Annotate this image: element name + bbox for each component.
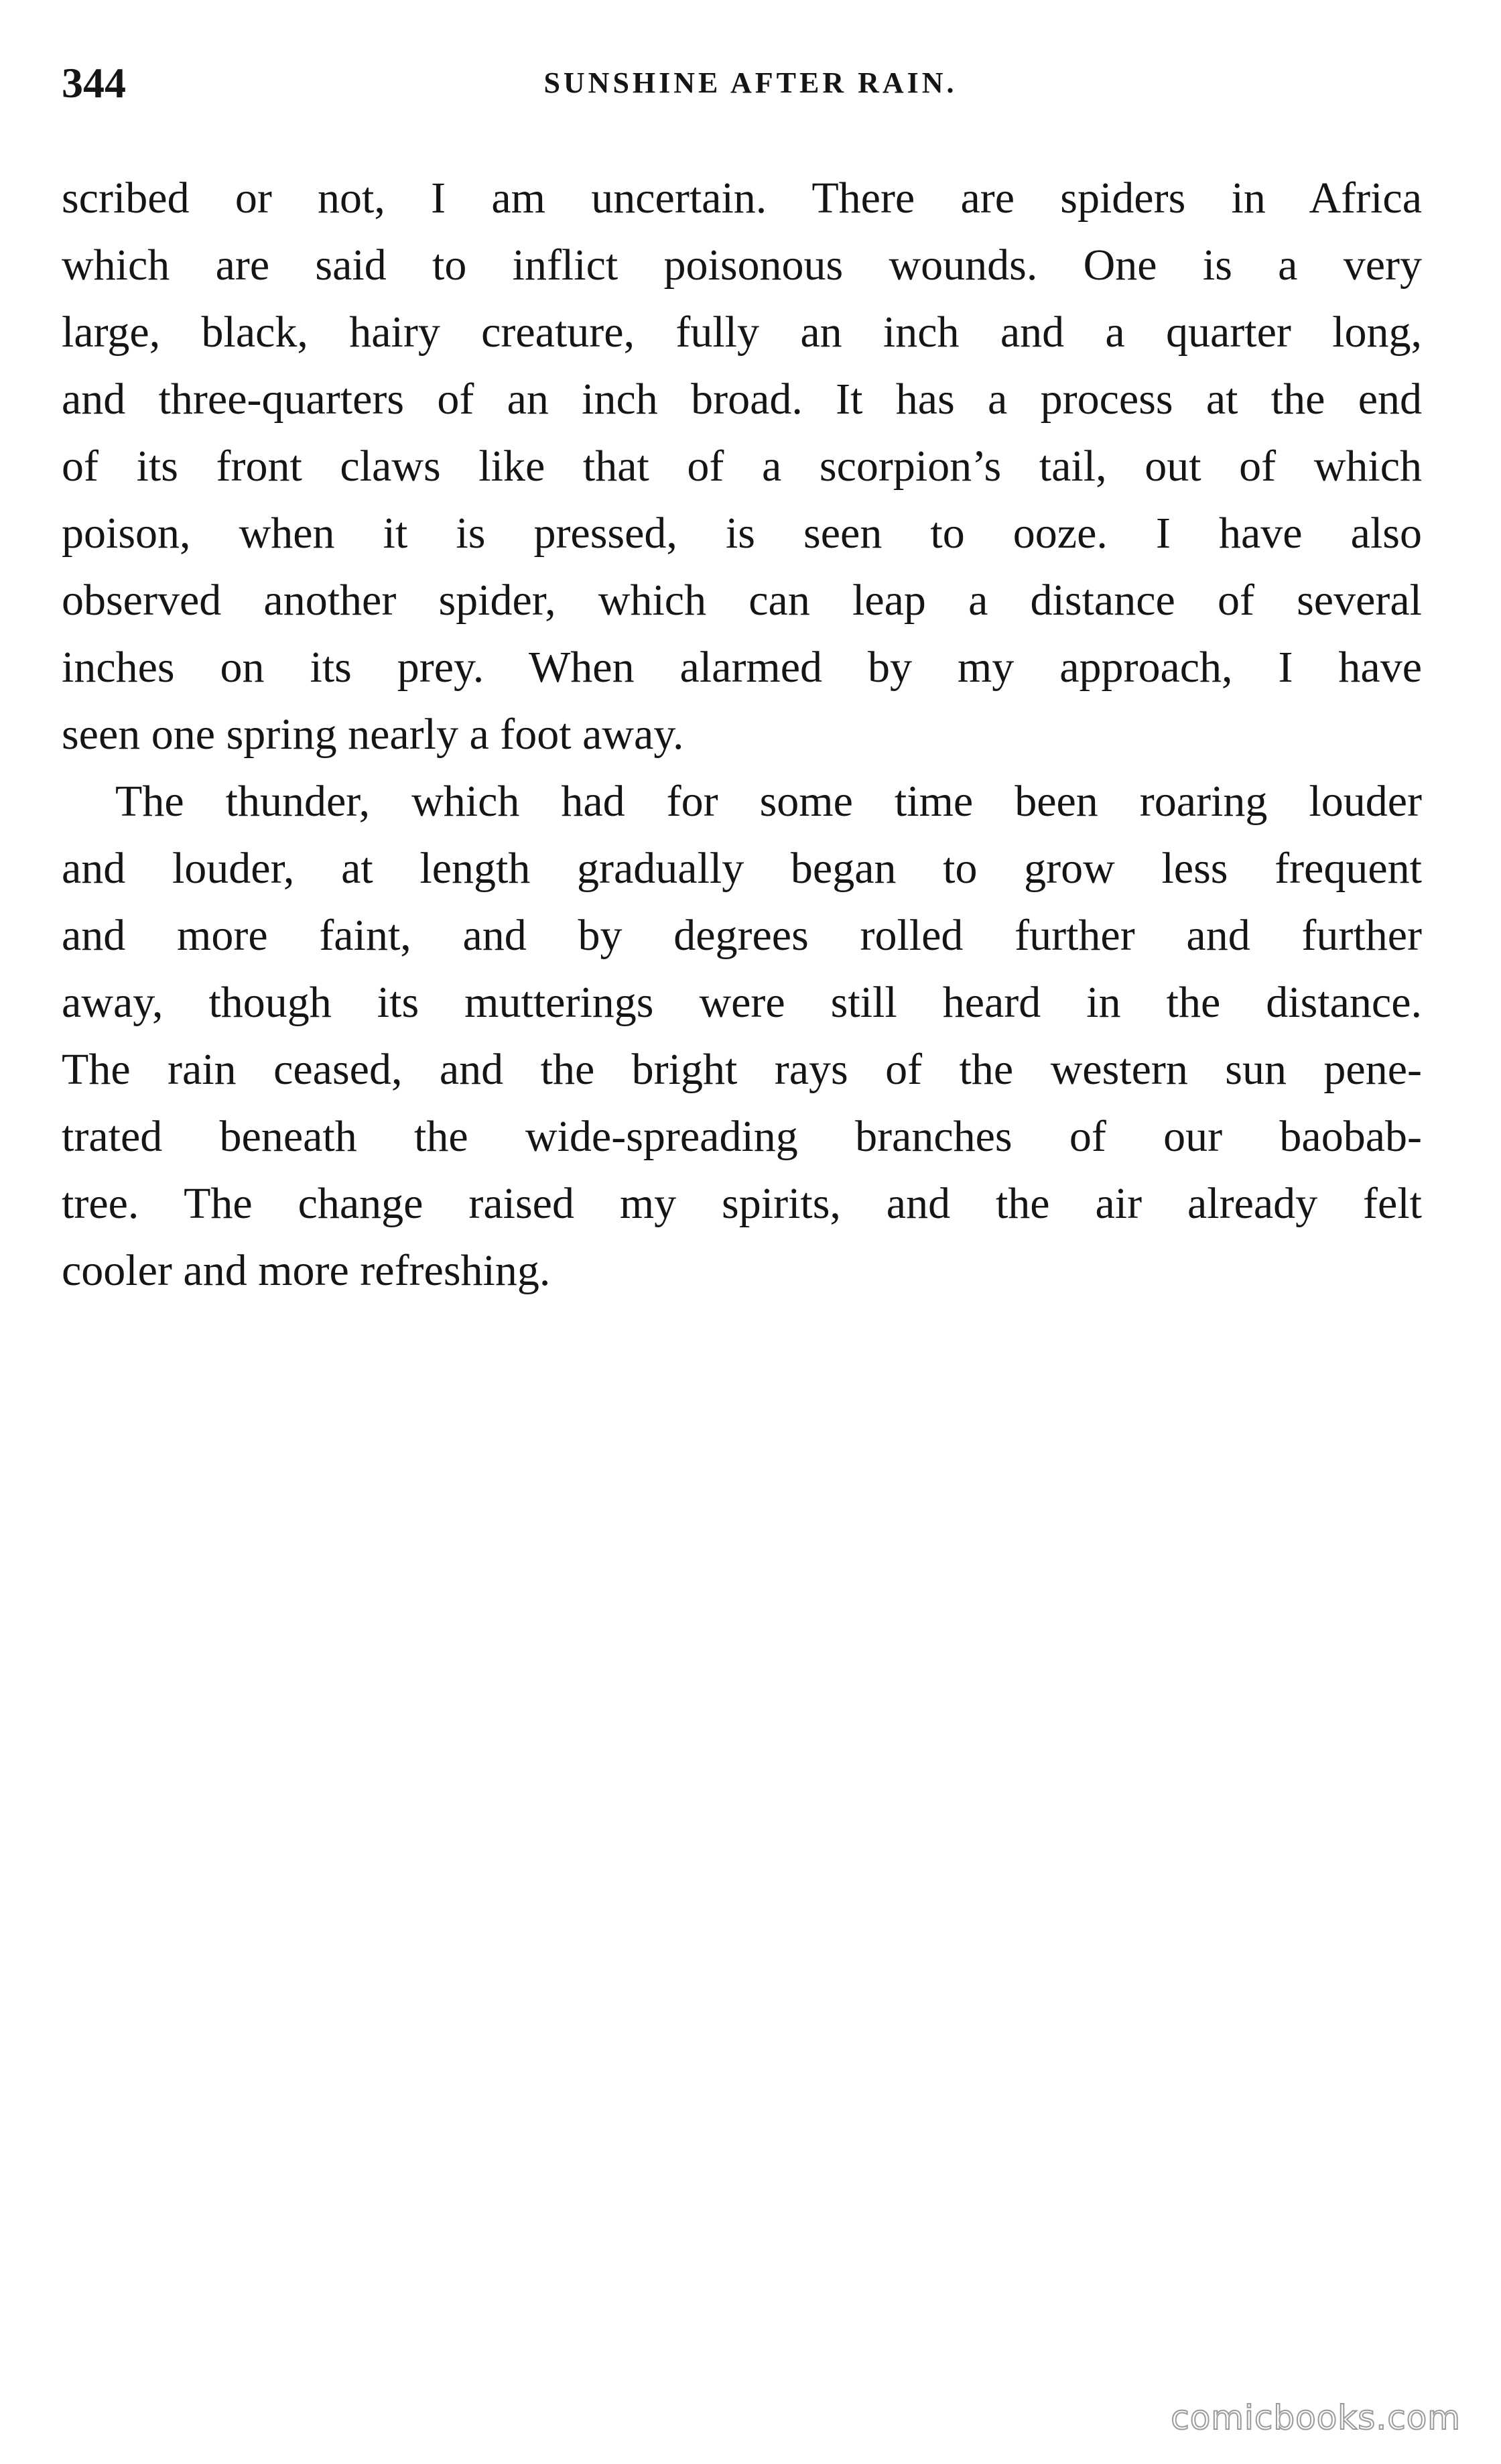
- text-line: and more faint, and by degrees rolled further and further: [62, 911, 1422, 960]
- body-text: [62, 165, 1422, 1304]
- text-line: of its front claws like that of a scorpion’s tail, out of which: [62, 442, 1422, 491]
- paragraph-1: [62, 165, 1422, 768]
- running-head: SUNSHINE AFTER RAIN.: [543, 66, 958, 99]
- text-line: seen one spring nearly a foot away.: [62, 710, 684, 759]
- text-line: away, though its mutterings were still heard in the distance.: [62, 978, 1422, 1027]
- watermark: comicbooks.com: [1171, 2398, 1461, 2437]
- text-line: tree. The change raised my spirits, and the air already felt: [62, 1179, 1422, 1228]
- text-line: and louder, at length gradually began to grow less frequent: [62, 844, 1422, 893]
- text-line: large, black, hairy creature, fully an inch and a quarter long,: [62, 308, 1422, 357]
- text-line: which are said to inflict poisonous wounds. One is a very: [62, 241, 1422, 290]
- text-line: and three-quarters of an inch broad. It has a process at the end: [62, 375, 1422, 424]
- paragraph-2: [62, 768, 1422, 1304]
- text-line: trated beneath the wide-spreading branches of our baobab-: [62, 1112, 1422, 1161]
- page-number: 344: [62, 59, 126, 107]
- text-line: poison, when it is pressed, is seen to ooze. I have also: [62, 509, 1422, 558]
- page-header: [0, 56, 1501, 110]
- text-line: The thunder, which had for some time been roaring louder: [115, 777, 1422, 826]
- text-line: observed another spider, which can leap a distance of several: [62, 576, 1422, 625]
- text-line: scribed or not, I am uncertain. There are spiders in Africa: [62, 174, 1422, 223]
- text-line: cooler and more refreshing.: [62, 1246, 551, 1295]
- text-line: inches on its prey. When alarmed by my approach, I have: [62, 643, 1422, 692]
- text-line: The rain ceased, and the bright rays of the western sun pene-: [62, 1045, 1422, 1094]
